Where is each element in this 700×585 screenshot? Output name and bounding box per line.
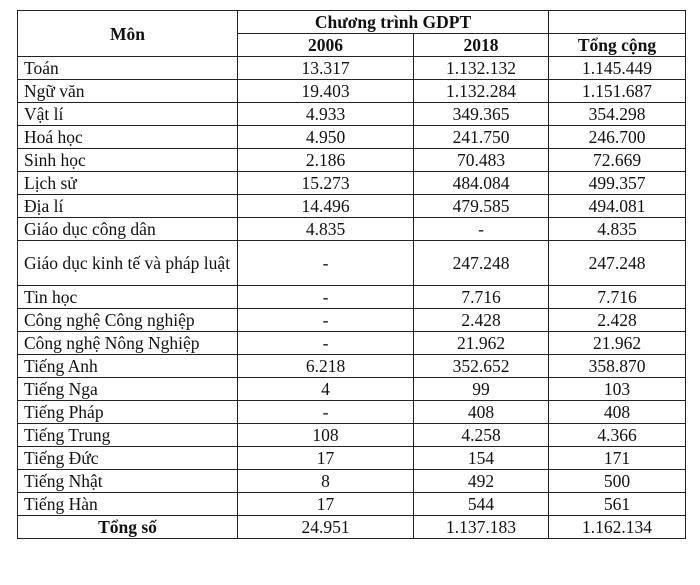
value-2006-cell: 17 bbox=[238, 493, 414, 516]
value-2018-cell: 408 bbox=[414, 401, 549, 424]
table-row bbox=[18, 172, 686, 195]
table-row bbox=[18, 241, 686, 286]
value-2006-cell: - bbox=[238, 286, 414, 309]
subject-cell: Tiếng Đức bbox=[18, 447, 238, 470]
subject-cell: Tiếng Trung bbox=[18, 424, 238, 447]
total-cell: 247.248 bbox=[549, 241, 686, 286]
program-group-header: Chương trình GDPT bbox=[238, 11, 549, 34]
value-2006-cell: - bbox=[238, 309, 414, 332]
total-cell: 500 bbox=[549, 470, 686, 493]
value-2006-cell: 17 bbox=[238, 447, 414, 470]
value-2018-cell: 1.132.284 bbox=[414, 80, 549, 103]
value-2018-cell: 247.248 bbox=[414, 241, 549, 286]
total-2006-value: 24.951 bbox=[238, 516, 414, 539]
value-2006-cell: 14.496 bbox=[238, 195, 414, 218]
value-2018-cell: 4.258 bbox=[414, 424, 549, 447]
results-table-container bbox=[17, 10, 686, 539]
subject-cell: Địa lí bbox=[18, 195, 238, 218]
total-cell: 171 bbox=[549, 447, 686, 470]
total-cell: 246.700 bbox=[549, 126, 686, 149]
subject-cell: Tiếng Anh bbox=[18, 355, 238, 378]
value-2018-cell: 544 bbox=[414, 493, 549, 516]
total-row bbox=[18, 516, 686, 539]
total-cell: 561 bbox=[549, 493, 686, 516]
value-2018-cell: 154 bbox=[414, 447, 549, 470]
subject-cell: Toán bbox=[18, 57, 238, 80]
candidates-by-subject-table bbox=[17, 10, 686, 539]
value-2006-cell: 19.403 bbox=[238, 80, 414, 103]
value-2018-cell: 70.483 bbox=[414, 149, 549, 172]
subject-cell: Lịch sử bbox=[18, 172, 238, 195]
total-cell: 358.870 bbox=[549, 355, 686, 378]
subject-cell: Tiếng Pháp bbox=[18, 401, 238, 424]
value-2018-cell: 479.585 bbox=[414, 195, 549, 218]
subject-cell: Tiếng Nhật bbox=[18, 470, 238, 493]
subject-cell: Sinh học bbox=[18, 149, 238, 172]
total-cell: 354.298 bbox=[549, 103, 686, 126]
subject-cell: Giáo dục công dân bbox=[18, 218, 238, 241]
value-2006-cell: - bbox=[238, 332, 414, 355]
value-2006-cell: 2.186 bbox=[238, 149, 414, 172]
total-cell: 1.151.687 bbox=[549, 80, 686, 103]
subject-cell: Tiếng Hàn bbox=[18, 493, 238, 516]
table-row bbox=[18, 218, 686, 241]
total-cell: 2.428 bbox=[549, 309, 686, 332]
value-2018-cell: 241.750 bbox=[414, 126, 549, 149]
table-row bbox=[18, 470, 686, 493]
total-column-header: Tổng cộng bbox=[549, 34, 686, 57]
value-2006-cell: 6.218 bbox=[238, 355, 414, 378]
value-2018-cell: 1.132.132 bbox=[414, 57, 549, 80]
subject-cell: Công nghệ Công nghiệp bbox=[18, 309, 238, 332]
total-cell: 408 bbox=[549, 401, 686, 424]
grand-total-value: 1.162.134 bbox=[549, 516, 686, 539]
subject-column-header: Môn bbox=[18, 11, 238, 57]
table-body bbox=[18, 57, 686, 516]
value-2006-cell: 13.317 bbox=[238, 57, 414, 80]
value-2006-cell: - bbox=[238, 241, 414, 286]
subject-cell: Hoá học bbox=[18, 126, 238, 149]
table-row bbox=[18, 493, 686, 516]
table-header bbox=[18, 11, 686, 57]
table-row bbox=[18, 447, 686, 470]
value-2018-cell: - bbox=[414, 218, 549, 241]
table-row bbox=[18, 149, 686, 172]
table-row bbox=[18, 332, 686, 355]
total-row-label: Tổng số bbox=[18, 516, 238, 539]
subject-cell: Giáo dục kinh tế và pháp luật bbox=[18, 241, 238, 286]
value-2006-cell: 4 bbox=[238, 378, 414, 401]
table-row bbox=[18, 401, 686, 424]
year-2018-header: 2018 bbox=[414, 34, 549, 57]
table-row bbox=[18, 378, 686, 401]
subject-cell: Vật lí bbox=[18, 103, 238, 126]
value-2006-cell: 4.933 bbox=[238, 103, 414, 126]
table-row bbox=[18, 57, 686, 80]
table-row bbox=[18, 195, 686, 218]
table-row bbox=[18, 424, 686, 447]
table-row bbox=[18, 80, 686, 103]
total-cell: 21.962 bbox=[549, 332, 686, 355]
total-cell: 4.366 bbox=[549, 424, 686, 447]
subject-cell: Tin học bbox=[18, 286, 238, 309]
value-2018-cell: 484.084 bbox=[414, 172, 549, 195]
year-2006-header: 2006 bbox=[238, 34, 414, 57]
total-cell: 72.669 bbox=[549, 149, 686, 172]
value-2006-cell: 8 bbox=[238, 470, 414, 493]
total-cell: 499.357 bbox=[549, 172, 686, 195]
value-2006-cell: 4.835 bbox=[238, 218, 414, 241]
total-cell: 1.145.449 bbox=[549, 57, 686, 80]
value-2018-cell: 349.365 bbox=[414, 103, 549, 126]
value-2018-cell: 2.428 bbox=[414, 309, 549, 332]
value-2006-cell: 4.950 bbox=[238, 126, 414, 149]
total-cell: 4.835 bbox=[549, 218, 686, 241]
table-row bbox=[18, 126, 686, 149]
value-2018-cell: 99 bbox=[414, 378, 549, 401]
value-2006-cell: 108 bbox=[238, 424, 414, 447]
value-2018-cell: 352.652 bbox=[414, 355, 549, 378]
total-2018-value: 1.137.183 bbox=[414, 516, 549, 539]
total-column-header-top bbox=[549, 11, 686, 34]
subject-cell: Công nghệ Nông Nghiệp bbox=[18, 332, 238, 355]
table-row bbox=[18, 103, 686, 126]
value-2006-cell: 15.273 bbox=[238, 172, 414, 195]
subject-cell: Tiếng Nga bbox=[18, 378, 238, 401]
total-cell: 103 bbox=[549, 378, 686, 401]
table-row bbox=[18, 355, 686, 378]
value-2018-cell: 21.962 bbox=[414, 332, 549, 355]
value-2006-cell: - bbox=[238, 401, 414, 424]
value-2018-cell: 492 bbox=[414, 470, 549, 493]
table-row bbox=[18, 309, 686, 332]
total-cell: 494.081 bbox=[549, 195, 686, 218]
subject-cell: Ngữ văn bbox=[18, 80, 238, 103]
table-row bbox=[18, 286, 686, 309]
value-2018-cell: 7.716 bbox=[414, 286, 549, 309]
total-cell: 7.716 bbox=[549, 286, 686, 309]
